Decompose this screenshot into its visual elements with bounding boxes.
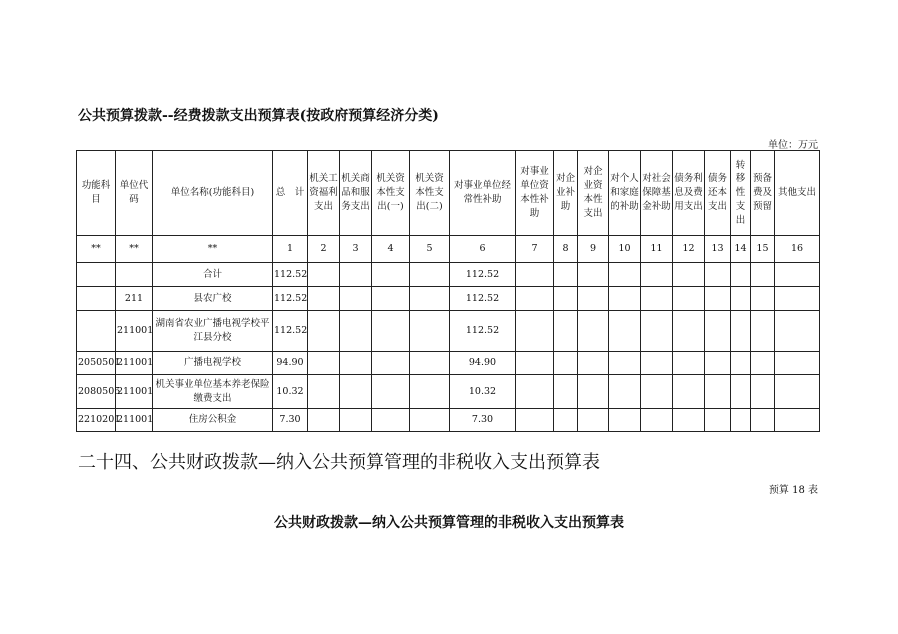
cell-empty — [705, 311, 731, 352]
cell-total: 112.52 — [273, 311, 308, 352]
cell-empty — [775, 311, 820, 352]
column-id: 14 — [731, 236, 751, 263]
cell-empty — [705, 375, 731, 409]
cell-empty — [372, 375, 410, 409]
cell-empty — [308, 311, 340, 352]
budget-table — [76, 150, 820, 432]
column-id: 12 — [673, 236, 705, 263]
column-id: 6 — [450, 236, 516, 263]
cell-empty — [641, 352, 673, 375]
section-heading: 二十四、公共财政拨款—纳入公共预算管理的非税收入支出预算表 — [78, 452, 600, 473]
cell-empty — [673, 409, 705, 432]
cell-empty — [372, 263, 410, 287]
column-id: 9 — [578, 236, 609, 263]
column-id: ** — [116, 236, 153, 263]
cell-empty — [372, 409, 410, 432]
cell-empty — [516, 287, 554, 311]
column-header: 对事业单位资本性补助 — [516, 151, 554, 236]
cell-empty — [609, 263, 641, 287]
cell-empty — [609, 352, 641, 375]
cell-empty — [731, 311, 751, 352]
table-title: 公共预算拨款--经费拨款支出预算表(按政府预算经济分类) — [78, 108, 439, 124]
cell-total: 7.30 — [273, 409, 308, 432]
cell-empty — [705, 287, 731, 311]
table-row — [77, 375, 820, 409]
table-row — [77, 409, 820, 432]
cell-name: 县农广校 — [153, 287, 273, 311]
cell-c6: 7.30 — [450, 409, 516, 432]
cell-empty — [554, 311, 578, 352]
cell-empty — [775, 375, 820, 409]
table-number: 预算 18 表 — [768, 485, 818, 496]
table-row — [77, 287, 820, 311]
cell-empty — [340, 375, 372, 409]
cell-total: 94.90 — [273, 352, 308, 375]
table-row — [77, 311, 820, 352]
column-id: 10 — [609, 236, 641, 263]
column-header: 对企业补助 — [554, 151, 578, 236]
cell-empty — [751, 287, 775, 311]
cell-empty — [554, 375, 578, 409]
cell-empty — [673, 311, 705, 352]
cell-empty — [340, 287, 372, 311]
column-header: 预备费及预留 — [751, 151, 775, 236]
cell-empty — [308, 287, 340, 311]
cell-empty — [775, 287, 820, 311]
cell-empty — [609, 287, 641, 311]
cell-code: 211001 — [116, 311, 153, 352]
cell-c6: 10.32 — [450, 375, 516, 409]
cell-empty — [775, 409, 820, 432]
column-id: 16 — [775, 236, 820, 263]
cell-empty — [775, 263, 820, 287]
cell-empty — [751, 375, 775, 409]
cell-empty — [673, 263, 705, 287]
column-header: 对事业单位经常性补助 — [450, 151, 516, 236]
cell-empty — [340, 311, 372, 352]
cell-empty — [410, 352, 450, 375]
table-row — [77, 263, 820, 287]
cell-empty — [731, 409, 751, 432]
cell-empty — [372, 287, 410, 311]
cell-code: 211 — [116, 287, 153, 311]
column-header: 对企业资本性支出 — [578, 151, 609, 236]
column-header: 总 计 — [273, 151, 308, 236]
cell-empty — [308, 263, 340, 287]
cell-empty — [340, 352, 372, 375]
column-header: 机关商品和服务支出 — [340, 151, 372, 236]
cell-empty — [609, 311, 641, 352]
column-header: 单位代码 — [116, 151, 153, 236]
cell-empty — [673, 352, 705, 375]
cell-empty — [372, 311, 410, 352]
cell-name: 机关事业单位基本养老保险缴费支出 — [153, 375, 273, 409]
cell-empty — [554, 287, 578, 311]
column-id: 4 — [372, 236, 410, 263]
column-id: 3 — [340, 236, 372, 263]
cell-empty — [731, 263, 751, 287]
cell-empty — [554, 352, 578, 375]
cell-func — [77, 287, 116, 311]
cell-empty — [340, 263, 372, 287]
cell-empty — [308, 375, 340, 409]
cell-name: 合计 — [153, 263, 273, 287]
cell-empty — [578, 375, 609, 409]
cell-empty — [516, 352, 554, 375]
cell-empty — [751, 263, 775, 287]
column-id-row — [77, 236, 820, 263]
column-id: 15 — [751, 236, 775, 263]
cell-empty — [410, 263, 450, 287]
cell-empty — [641, 375, 673, 409]
cell-name: 住房公积金 — [153, 409, 273, 432]
cell-empty — [410, 287, 450, 311]
column-header: 对社会保障基金补助 — [641, 151, 673, 236]
cell-total: 112.52 — [273, 287, 308, 311]
column-header: 转移性支出 — [731, 151, 751, 236]
cell-empty — [751, 311, 775, 352]
column-id: 1 — [273, 236, 308, 263]
cell-c6: 112.52 — [450, 311, 516, 352]
cell-empty — [673, 287, 705, 311]
cell-c6: 112.52 — [450, 287, 516, 311]
cell-empty — [578, 311, 609, 352]
cell-empty — [641, 311, 673, 352]
cell-total: 10.32 — [273, 375, 308, 409]
column-header: 功能科目 — [77, 151, 116, 236]
cell-empty — [578, 409, 609, 432]
cell-empty — [751, 352, 775, 375]
cell-empty — [516, 263, 554, 287]
cell-empty — [372, 352, 410, 375]
column-id: 5 — [410, 236, 450, 263]
cell-func — [77, 263, 116, 287]
column-header: 机关资本性支出(二) — [410, 151, 450, 236]
cell-empty — [641, 409, 673, 432]
column-id: 11 — [641, 236, 673, 263]
cell-code — [116, 263, 153, 287]
cell-c6: 112.52 — [450, 263, 516, 287]
cell-func — [77, 311, 116, 352]
second-table-title: 公共财政拨款—纳入公共预算管理的非税收入支出预算表 — [274, 515, 624, 531]
cell-code: 211001 — [116, 409, 153, 432]
cell-empty — [609, 375, 641, 409]
column-id: ** — [77, 236, 116, 263]
cell-empty — [516, 311, 554, 352]
cell-empty — [731, 375, 751, 409]
cell-empty — [641, 287, 673, 311]
column-id: 13 — [705, 236, 731, 263]
cell-empty — [641, 263, 673, 287]
cell-empty — [578, 263, 609, 287]
column-id: 8 — [554, 236, 578, 263]
cell-func: 2080505 — [77, 375, 116, 409]
column-header: 债务还本支出 — [705, 151, 731, 236]
cell-code: 211001 — [116, 375, 153, 409]
cell-c6: 94.90 — [450, 352, 516, 375]
cell-total: 112.52 — [273, 263, 308, 287]
cell-name: 广播电视学校 — [153, 352, 273, 375]
cell-empty — [578, 352, 609, 375]
cell-empty — [410, 375, 450, 409]
cell-empty — [705, 352, 731, 375]
cell-empty — [751, 409, 775, 432]
column-header: 债务利息及费用支出 — [673, 151, 705, 236]
cell-func: 2050501 — [77, 352, 116, 375]
column-header: 对个人和家庭的补助 — [609, 151, 641, 236]
column-id: 2 — [308, 236, 340, 263]
table-row — [77, 352, 820, 375]
cell-empty — [554, 409, 578, 432]
cell-empty — [516, 409, 554, 432]
cell-empty — [775, 352, 820, 375]
column-id: 7 — [516, 236, 554, 263]
cell-code: 211001 — [116, 352, 153, 375]
cell-empty — [578, 287, 609, 311]
cell-empty — [731, 287, 751, 311]
column-header: 其他支出 — [775, 151, 820, 236]
column-header: 机关工资福利支出 — [308, 151, 340, 236]
header-row — [77, 151, 820, 236]
cell-empty — [609, 409, 641, 432]
cell-empty — [673, 375, 705, 409]
cell-name: 湖南省农业广播电视学校平江县分校 — [153, 311, 273, 352]
cell-empty — [705, 409, 731, 432]
cell-func: 2210201 — [77, 409, 116, 432]
column-header: 单位名称(功能科目) — [153, 151, 273, 236]
cell-empty — [410, 311, 450, 352]
cell-empty — [554, 263, 578, 287]
column-header: 机关资本性支出(一) — [372, 151, 410, 236]
cell-empty — [308, 352, 340, 375]
cell-empty — [731, 352, 751, 375]
cell-empty — [308, 409, 340, 432]
cell-empty — [340, 409, 372, 432]
unit-label: 单位：万元 — [768, 140, 818, 151]
cell-empty — [410, 409, 450, 432]
cell-empty — [516, 375, 554, 409]
column-id: ** — [153, 236, 273, 263]
cell-empty — [705, 263, 731, 287]
